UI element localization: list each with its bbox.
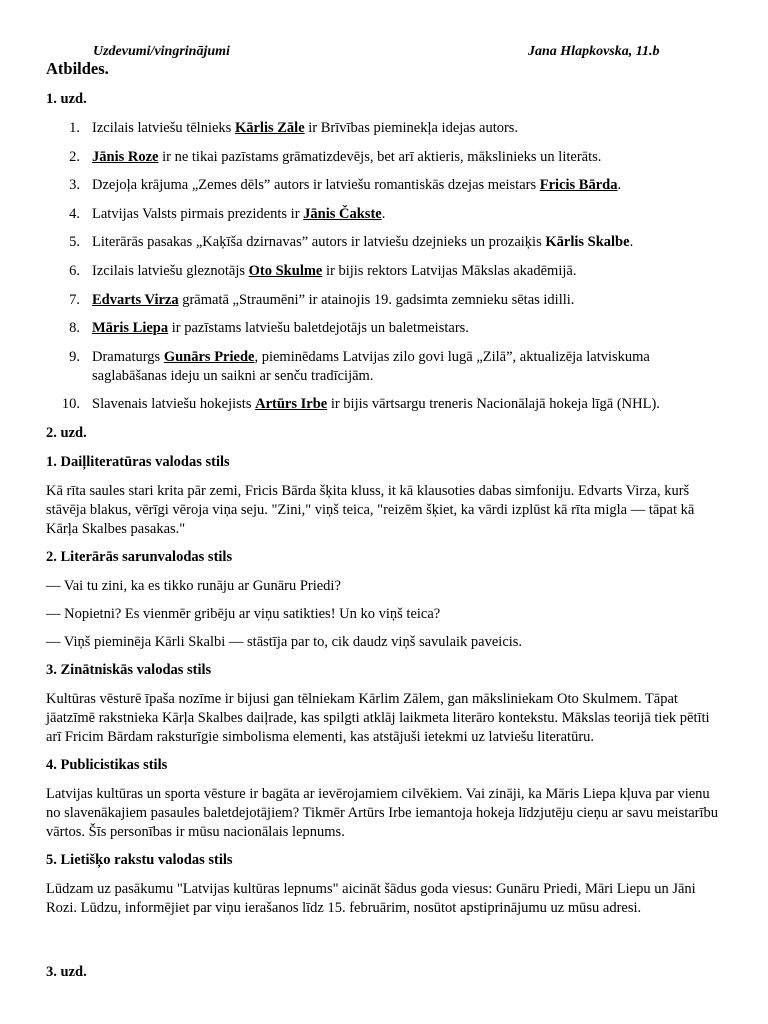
item-answer: Edvarts Virza (92, 291, 179, 308)
item-text-after: ir Brīvības pieminekļa idejas autors. (304, 120, 519, 136)
item-number: 9. (69, 348, 80, 365)
list-item (46, 233, 726, 252)
dialogue-line: — Vai tu zini, ka es tikko runāju ar Gunāru Priedi? (46, 577, 341, 594)
document-body (46, 90, 726, 992)
item-text-after: . (381, 205, 386, 222)
header-right: Jana Hlapkovska, 11.b (528, 44, 660, 59)
item-text-before: Izcilais latviešu gleznotājs (92, 262, 249, 279)
list-item (46, 262, 726, 281)
item-answer: Kārlis Zāle (234, 120, 305, 136)
item-text-after: grāmatā „Straumēni” ir atainojis 19. gadsimta zemnieku sētas idilli. (178, 291, 575, 308)
list-item (46, 205, 726, 224)
section-paragraph: Latvijas kultūras un sporta vēsture ir bagāta ar ievērojamiem cilvēkiem. Vai zināji, ka Māris Liepa kļuva par vienu no slavenākajiem pasaules baletdejotājiem? Tikmēr Artūrs Irbe iemantoja hokeja līdzjutēju cieņu ar savu meistarību vārtos. Šīs personības ir mūsu nacionālais lepnums. (46, 785, 719, 840)
item-text-before: Izcilais latviešu tēlnieks (92, 120, 235, 136)
section-paragraph: Lūdzam uz pasākumu "Latvijas kultūras lepnums" aicināt šādus goda viesus: Gunāru Priedi, Māri Liepu un Jāni Rozi. Lūdzu, informējiet par viņu ierašanos līdz 15. februārim, nosūtot apstiprinājumu uz mūsu adresi. (46, 880, 696, 916)
item-number: 3. (69, 177, 80, 194)
item-text-before: Dramaturgs (92, 348, 164, 365)
list-item (46, 395, 726, 414)
item-text-after: , pieminēdams Latvijas zilo govi lugā „Zilā”, aktualizēja latviskuma saglabāšanas ideju un saikni ar senču tradīcijām. (92, 348, 650, 384)
list-item (46, 119, 726, 138)
list-item (46, 291, 726, 310)
item-answer: Māris Liepa (92, 320, 169, 337)
task1-list (46, 119, 726, 414)
list-item (46, 319, 726, 338)
section-paragraph: Kultūras vēsturē īpaša nozīme ir bijusi gan tēlniekam Kārlim Zālem, gan māksliniekam Oto Skulmem. Tāpat jāatzīmē rakstnieka Kārļa Skalbes daiļrade, kas spilgti atklāj laikmeta literāro kontekstu. Mākslas teorijā tiek pētīti arī Fricim Bārdam raksturīgie simbolisma elementi, kas atstājuši ietekmi uz latviešu literatūru. (46, 690, 710, 745)
item-answer: Oto Skulme (248, 262, 323, 279)
item-text-after: ir pazīstams latviešu baletdejotājs un baletmeistars. (168, 320, 469, 337)
task3-heading: 3. uzd. (46, 963, 87, 980)
section-title-scientific: 3. Zinātniskās valodas stils (46, 661, 212, 678)
item-answer: Fricis Bārda (539, 177, 618, 194)
item-number: 4. (69, 205, 80, 222)
item-number: 5. (69, 234, 80, 251)
item-number: 8. (69, 320, 80, 337)
task1-heading: 1. uzd. (46, 91, 87, 107)
section-title-journalism: 4. Publicistikas stils (46, 756, 168, 773)
item-text-after: . (629, 234, 634, 251)
dialogue-line: — Viņš pieminēja Kārli Skalbi — stāstīja par to, cik daudz viņš savulaik paveicis. (46, 633, 523, 650)
item-answer: Kārlis Skalbe (545, 234, 630, 251)
item-text-before: Latvijas Valsts pirmais prezidents ir (92, 205, 304, 222)
item-text-after: ir bijis rektors Latvijas Mākslas akadēmijā. (322, 262, 577, 279)
item-answer: Jānis Čakste (303, 205, 382, 222)
item-number: 6. (69, 262, 80, 279)
item-text-after: ir ne tikai pazīstams grāmatizdevējs, bet arī aktieris, mākslinieks un literāts. (158, 148, 602, 165)
item-text-before: Dzejoļa krājuma „Zemes dēls” autors ir latviešu romantiskās dzejas meistars (92, 177, 540, 194)
task2-heading: 2. uzd. (46, 424, 87, 441)
section-paragraph: Kā rīta saules stari krita pār zemi, Fricis Bārda šķita kluss, it kā klausoties dabas simfoniju. Edvarts Virza, kurš stāvēja blakus, vērīgi vēroja viņa seju. "Zini," viņš teica, "reizēm šķiet, ka vārdi izplūst kā rīta migla — tāpat kā Kārļa Skalbes pasakas." (46, 482, 695, 537)
section-title-official: 5. Lietišķo rakstu valodas stils (46, 851, 233, 868)
list-item (46, 148, 726, 167)
item-number: 10. (61, 396, 80, 413)
item-text-after: . (617, 177, 622, 194)
item-number: 2. (69, 148, 80, 165)
header-left: Uzdevumi/vingrinājumi (93, 44, 230, 59)
item-text-before: Literārās pasakas „Kaķīša dzirnavas” autors ir latviešu dzejnieks un prozaiķis (92, 234, 546, 251)
spacer (46, 927, 726, 963)
list-item (46, 348, 726, 386)
item-text-before: Slavenais latviešu hokejists (92, 396, 256, 413)
item-text-after: ir bijis vārtsargu treneris Nacionālajā hokeja līgā (NHL). (327, 396, 660, 413)
item-answer: Gunārs Priede (163, 348, 255, 365)
list-item (46, 176, 726, 195)
section-title-fiction: 1. Daiļliteratūras valodas stils (46, 453, 230, 470)
item-answer: Artūrs Irbe (255, 396, 328, 413)
item-number: 7. (69, 291, 80, 308)
item-number: 1. (69, 120, 80, 136)
dialogue-line: — Nopietni? Es vienmēr gribēju ar viņu satikties! Un ko viņš teica? (46, 605, 441, 622)
section-title-colloquial: 2. Literārās sarunvalodas stils (46, 548, 233, 565)
item-answer: Jānis Roze (92, 148, 159, 165)
page-title: Atbildes. (46, 59, 109, 78)
